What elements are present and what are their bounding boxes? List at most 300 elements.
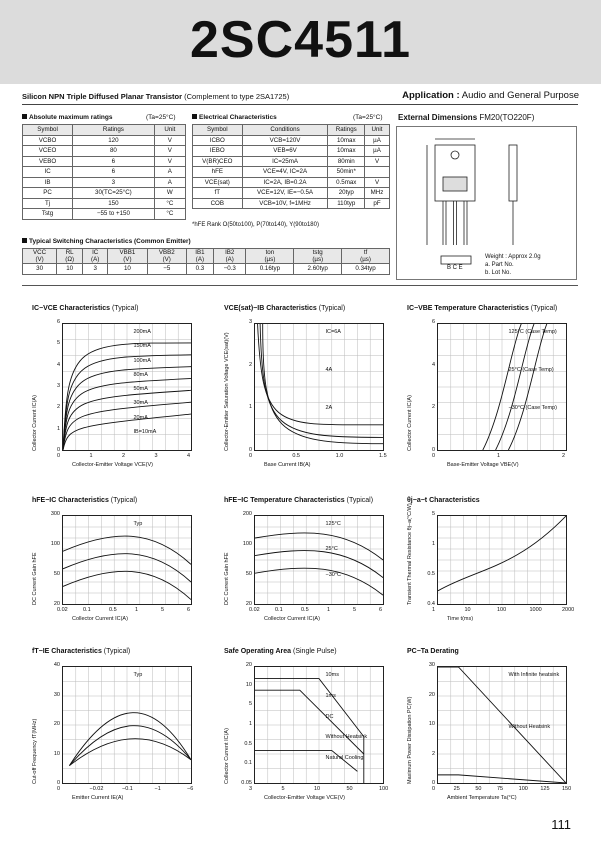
table-row [193, 167, 390, 178]
y-tick-label: 2 [431, 750, 435, 757]
y-tick-label: 3 [248, 319, 252, 325]
x-tick-label: 50 [346, 786, 353, 792]
table-cell: fT [193, 188, 243, 199]
hfe-rank-note: *hFE Rank O(50to100), P(70to140), Y(90to180) [192, 222, 319, 228]
table-cell: 10max [328, 146, 365, 157]
header-cell: Symbol [23, 125, 73, 136]
chart-title-text: IC−VCE Characteristics [32, 305, 111, 312]
table-cell: °C [154, 198, 185, 209]
chart-svg [255, 324, 383, 450]
chart-title-text: Safe Operating Area [224, 648, 292, 655]
x-tick-label: 1.0 [335, 453, 344, 459]
table-cell: 0.34typ [342, 264, 390, 275]
x-tick-label: 1 [432, 607, 436, 613]
table-cell: hFE [193, 167, 243, 178]
elec-table [192, 124, 390, 209]
abs-max-title [22, 114, 112, 121]
table-row [23, 188, 186, 199]
x-tick-label: 6 [379, 607, 383, 613]
curve-label: Typ [133, 672, 143, 678]
curve-label: DC [325, 713, 334, 720]
table-cell: 50min* [328, 167, 365, 178]
chart-plot [254, 666, 384, 784]
chart-plot [62, 515, 192, 605]
x-axis-label: Ambient Temperature Ta(°C) [447, 795, 517, 801]
table-cell: COB [193, 198, 243, 209]
chart-svg [63, 516, 191, 604]
lot-no-legend: b. Lot No. [485, 270, 512, 276]
chart-title [407, 648, 459, 655]
chart-title-text: fT−IE Characteristics [32, 648, 102, 655]
switching-title [22, 238, 191, 245]
chart-title [407, 305, 557, 312]
x-tick-label: 5 [281, 786, 285, 792]
y-tick-label: 20 [53, 601, 60, 607]
x-axis-label: Collector-Emitter Voltage VCE(V) [72, 462, 153, 468]
y-tick-label: 0 [431, 780, 435, 786]
y-tick-label: 40 [53, 662, 60, 668]
curve-label: −30°C (Case Temp) [508, 405, 557, 411]
x-tick-label: 2 [122, 453, 126, 459]
y-tick-label: 10 [53, 750, 60, 757]
table-cell: A [154, 167, 185, 178]
x-tick-label: 10 [464, 607, 471, 613]
curve-label: Natural Cooling [325, 755, 364, 762]
header-cell: Unit [154, 125, 185, 136]
y-tick-label: 0.05 [241, 780, 252, 786]
chart-title-text: PC−Ta Derating [407, 648, 459, 655]
curve-label: 150mA [133, 343, 151, 350]
table-row [23, 146, 186, 157]
chart-title-text: IC−VBE Temperature Characteristics [407, 305, 529, 312]
chart-title-typ: (Single Pulse) [293, 648, 337, 655]
curve-label: Without Heatsink [325, 734, 368, 741]
table-cell: µA [365, 135, 390, 146]
curve-label: 20mA [133, 414, 148, 421]
chart-curve [69, 726, 191, 766]
table-cell: −55 to +150 [73, 209, 155, 220]
x-tick-label: 3 [249, 786, 253, 792]
chart-plot [254, 515, 384, 605]
chart-title [224, 305, 345, 312]
table-cell [365, 167, 390, 178]
abs-max-title-text: Absolute maximum ratings [29, 114, 113, 121]
x-tick-label: 0 [57, 786, 61, 792]
chart-title [224, 648, 337, 655]
y-tick-label: 200 [242, 511, 252, 517]
y-tick-label: 50 [53, 571, 60, 577]
y-tick-label: 1 [248, 404, 252, 411]
table-row [193, 156, 390, 167]
table-cell: 0.3 [186, 264, 213, 275]
chart-svg [438, 324, 566, 450]
y-tick-label: 3 [56, 383, 60, 389]
chart-plot [437, 515, 567, 605]
table-row [23, 264, 390, 275]
curve-label: 4A [325, 367, 333, 373]
table-cell: V [154, 135, 185, 146]
x-tick-label: 0.5 [292, 453, 300, 459]
table-cell: 120 [73, 135, 155, 146]
chart-plot [62, 323, 192, 451]
switching-table [22, 248, 390, 275]
chart-title-typ: (Typical) [111, 305, 139, 312]
complement-text: (Complement to type 2SA1725) [184, 92, 290, 101]
dimensions-title-text: External Dimensions [398, 113, 478, 122]
curve-label: Typ [133, 521, 143, 527]
application-label: Application : [402, 90, 460, 101]
header-cell: VBB1 (V) [108, 249, 147, 264]
x-axis-label: Base-Emitter Voltage VBE(V) [447, 462, 519, 468]
table-cell: A [154, 177, 185, 188]
table-cell: Tstg [23, 209, 73, 220]
table-cell: V(BR)CEO [193, 156, 243, 167]
table-cell: VCE=4V, IC=2A [242, 167, 328, 178]
chart-title [32, 305, 138, 312]
header-cell: tstg (µs) [294, 249, 342, 264]
y-tick-label: 0 [431, 447, 435, 453]
table-row [23, 209, 186, 220]
table-cell: IC=2A, IB=0.2A [242, 177, 328, 188]
x-tick-label: 0 [57, 453, 61, 459]
header-cell: Conditions [242, 125, 328, 136]
x-tick-label: 125 [540, 786, 550, 792]
table-cell: Tj [23, 198, 73, 209]
y-tick-label: 1 [431, 541, 435, 547]
table-cell: V [154, 146, 185, 157]
table-cell: V [365, 177, 390, 188]
header-cell: Ratings [328, 125, 365, 136]
y-tick-label: 0 [56, 447, 60, 453]
table-cell: VEB=6V [242, 146, 328, 157]
x-tick-label: 5 [353, 607, 357, 613]
table-row [23, 167, 186, 178]
y-tick-label: 0.4 [427, 601, 435, 607]
table-cell: PC [23, 188, 73, 199]
header-cell: IC (A) [83, 249, 108, 264]
page-number: 111 [551, 817, 571, 832]
chart-title-typ: (Typical) [103, 648, 131, 655]
y-axis-label: Collector-Emitter Saturation Voltage VCE(sat)(V) [224, 332, 230, 451]
table-cell: V [154, 156, 185, 167]
y-tick-label: 4 [431, 361, 435, 368]
y-tick-label: 100 [242, 541, 252, 547]
dimensions-title [398, 113, 534, 122]
x-tick-label: 0.5 [301, 607, 309, 613]
y-tick-label: 2 [248, 361, 252, 368]
elec-title [192, 114, 277, 121]
x-tick-label: 1 [89, 453, 93, 459]
chart-title [32, 648, 130, 655]
curve-label: 100mA [133, 357, 151, 364]
chart-curve [258, 324, 383, 425]
y-tick-label: 30 [428, 662, 435, 668]
x-tick-label: 100 [379, 786, 389, 792]
table-row [193, 146, 390, 157]
package-text: FM20(TO220F) [479, 113, 535, 122]
curve-label: 25°C (Case Temp) [508, 367, 554, 373]
y-tick-label: 20 [428, 691, 435, 698]
application-line [402, 90, 579, 101]
chart-title-typ: (Typical) [110, 497, 138, 504]
y-axis-label: Maximum Power Dissipation PC(W) [407, 696, 413, 784]
table-row [193, 177, 390, 188]
y-tick-label: 1 [56, 425, 60, 432]
curve-label: 2A [325, 405, 333, 411]
table-row [193, 135, 390, 146]
table-cell: VCB=120V [242, 135, 328, 146]
curve-label: 80mA [133, 371, 148, 378]
y-tick-label: 5 [248, 701, 252, 708]
table-cell: IC=25mA [242, 156, 328, 167]
table-cell: VCBO [23, 135, 73, 146]
chart-svg [438, 516, 566, 604]
y-tick-label: 300 [50, 511, 60, 517]
table-cell: VCB=10V, f=1MHz [242, 198, 328, 209]
table-cell: −5 [147, 264, 186, 275]
x-tick-label: 1 [327, 607, 331, 613]
x-tick-label: 1 [497, 453, 501, 459]
y-axis-label: Cut-off Frequency fT(MHz) [32, 718, 38, 784]
x-tick-label: −0.1 [122, 786, 133, 792]
table-cell: MHz [365, 188, 390, 199]
curve-label: 200mA [133, 329, 151, 335]
table-cell: VCEO [23, 146, 73, 157]
chart-title-text: θj−a−t Characteristics [407, 497, 480, 504]
application-text: Audio and General Purpose [461, 90, 579, 101]
table-row [23, 177, 186, 188]
curve-label: 125°C (Case Temp) [508, 329, 557, 335]
table-cell: ICBO [193, 135, 243, 146]
y-tick-label: 2 [56, 404, 60, 411]
table-cell: VCE=12V, IE=−0.5A [242, 188, 328, 199]
table-cell: 3 [73, 177, 155, 188]
table-cell: 0.5max [328, 177, 365, 188]
x-tick-label: 0 [432, 453, 436, 459]
table-cell: 30 [23, 264, 57, 275]
chart-title-text: hFE−IC Temperature Characteristics [224, 497, 345, 504]
table-cell: −0.3 [213, 264, 246, 275]
x-axis-label: Collector Current IC(A) [72, 616, 128, 622]
chart-title [32, 497, 137, 504]
table-cell: V [365, 156, 390, 167]
chart-svg [255, 516, 383, 604]
table-cell: IEBO [193, 146, 243, 157]
table-cell: IB [23, 177, 73, 188]
x-tick-label: 3 [154, 453, 158, 459]
dimensions-box [396, 126, 577, 280]
x-tick-label: 100 [518, 786, 528, 792]
y-tick-label: 100 [50, 541, 60, 547]
x-axis-label: Collector-Emitter Voltage VCE(V) [264, 795, 345, 801]
header-cell: IB2 (A) [213, 249, 246, 264]
table-cell: 20typ [328, 188, 365, 199]
x-tick-label: 50 [475, 786, 482, 792]
y-tick-label: 0.1 [244, 760, 252, 767]
chart-curve [255, 690, 364, 754]
table-row [23, 156, 186, 167]
x-tick-label: 2000 [562, 607, 575, 613]
y-axis-label: DC Current Gain hFE [224, 552, 230, 605]
x-axis-label: Emitter Current IE(A) [72, 795, 124, 801]
y-tick-label: 20 [53, 721, 60, 727]
table-row [23, 198, 186, 209]
y-tick-label: 50 [245, 571, 252, 577]
curve-label: 30mA [133, 400, 148, 407]
y-tick-label: 6 [56, 319, 60, 325]
x-axis-label: Base Current IB(A) [264, 462, 311, 468]
table-cell: IC [23, 167, 73, 178]
table-row [193, 198, 390, 209]
x-tick-label: 1000 [529, 607, 542, 613]
curve-label: 50mA [133, 386, 148, 392]
x-tick-label: 150 [562, 786, 572, 792]
table-cell: 6 [73, 167, 155, 178]
curve-label: 1ms [325, 692, 336, 699]
section-divider [22, 285, 578, 286]
y-tick-label: 0.5 [427, 571, 435, 577]
chart-plot [437, 323, 567, 451]
y-axis-label: Collector Current IC(A) [224, 728, 230, 784]
x-axis-label: Collector Current IC(A) [264, 616, 320, 622]
curve-label: −30°C [325, 571, 342, 578]
chart-title-text: VCE(sat)−IB Characteristics [224, 305, 317, 312]
x-tick-label: 0.1 [83, 607, 91, 613]
x-tick-label: 0.02 [249, 607, 260, 613]
y-tick-label: 2 [431, 404, 435, 411]
x-tick-label: 25 [453, 786, 460, 792]
header-cell: Symbol [193, 125, 243, 136]
y-tick-label: 10 [245, 681, 252, 688]
description-text: Silicon NPN Triple Diffused Planar Transistor [22, 92, 183, 101]
table-cell: 2.60typ [294, 264, 342, 275]
y-tick-label: 4 [56, 361, 60, 368]
table-cell: µA [365, 146, 390, 157]
table-cell: VEBO [23, 156, 73, 167]
table-cell: 80min [328, 156, 365, 167]
chart-title [224, 497, 373, 504]
chart-title [407, 497, 480, 504]
y-tick-label: 0 [248, 447, 252, 453]
curve-label: IB=10mA [133, 428, 157, 435]
x-tick-label: 4 [187, 453, 191, 459]
part-no-legend: a. Part No. [485, 262, 514, 268]
chart-plot [254, 323, 384, 451]
header-cell: tf (µs) [342, 249, 390, 264]
x-tick-label: 6 [187, 607, 191, 613]
header-cell: IB1 (A) [186, 249, 213, 264]
table-cell: °C [154, 209, 185, 220]
y-tick-label: 1 [248, 721, 252, 727]
header-cell: VCC (V) [23, 249, 57, 264]
header-cell: Unit [365, 125, 390, 136]
x-tick-label: 0.02 [57, 607, 68, 613]
y-tick-label: 20 [245, 601, 252, 607]
switching-title-text: Typical Switching Characteristics (Common Emitter) [29, 238, 191, 245]
chart-title-text: hFE−IC Characteristics [32, 497, 109, 504]
x-tick-label: 1.5 [379, 453, 387, 459]
chart-svg [63, 667, 191, 783]
elec-title-text: Electrical Characteristics [199, 114, 277, 121]
chart-curve [69, 739, 191, 766]
x-tick-label: 0.5 [109, 607, 117, 613]
x-tick-label: 100 [497, 607, 507, 613]
pin-labels: B C E [447, 265, 463, 271]
x-tick-label: 1 [135, 607, 139, 613]
y-tick-label: 5 [431, 511, 435, 517]
x-tick-label: 10 [314, 786, 321, 792]
x-tick-label: −1 [154, 786, 161, 792]
y-tick-label: 10 [428, 721, 435, 727]
part-number-title: 2SC4511 [190, 11, 411, 69]
y-axis-label: DC Current Gain hFE [32, 552, 38, 605]
x-tick-label: 5 [161, 607, 165, 613]
table-cell: 10 [57, 264, 83, 275]
y-tick-label: 0.5 [244, 740, 252, 747]
x-axis-label: Time t(ms) [447, 616, 474, 622]
header-cell: RL (Ω) [57, 249, 83, 264]
chart-svg [63, 324, 191, 450]
weight-text: Weight : Approx 2.0g [485, 254, 541, 260]
y-axis-label: Collector Current IC(A) [32, 395, 38, 451]
table-cell: 0.16typ [246, 264, 294, 275]
y-tick-label: 0 [56, 780, 60, 786]
y-axis-label: Transient Thermal Resistance θj−a(°C/W) [407, 503, 413, 605]
table-cell: W [154, 188, 185, 199]
chart-title-typ: (Typical) [530, 305, 558, 312]
header-cell: Ratings [73, 125, 155, 136]
table-cell: 10max [328, 135, 365, 146]
curve-label: Without Heatsink [508, 724, 551, 730]
x-tick-label: 0 [249, 453, 253, 459]
header-cell: ton (µs) [246, 249, 294, 264]
table-cell: VCE(sat) [193, 177, 243, 188]
curve-label: 10ms [325, 672, 339, 678]
curve-label: 125°C [325, 521, 341, 527]
table-cell: pF [365, 198, 390, 209]
chart-curve [255, 679, 364, 783]
x-tick-label: −6 [187, 786, 194, 792]
y-axis-label: Collector Current IC(A) [407, 395, 413, 451]
curve-label: IC=6A [325, 329, 341, 335]
chart-plot [62, 666, 192, 784]
y-tick-label: 5 [56, 340, 60, 347]
header-cell: VBB2 (V) [147, 249, 186, 264]
y-tick-label: 30 [53, 691, 60, 698]
x-tick-label: 0.1 [275, 607, 283, 613]
y-tick-label: 20 [245, 662, 252, 668]
y-tick-label: 6 [431, 319, 435, 325]
abs-max-cond: (Ta=25°C) [146, 114, 176, 121]
x-tick-label: 2 [562, 453, 566, 459]
curve-label: 25°C [325, 546, 338, 553]
table-cell: 110typ [328, 198, 365, 209]
description [22, 92, 289, 101]
x-tick-label: −0.02 [89, 786, 104, 792]
table-cell: 30(TC=25°C) [73, 188, 155, 199]
x-tick-label: 75 [497, 786, 504, 792]
table-row [23, 135, 186, 146]
table-cell: 10 [108, 264, 147, 275]
table-cell: 80 [73, 146, 155, 157]
table-cell: 150 [73, 198, 155, 209]
chart-svg [255, 667, 383, 783]
table-row [193, 188, 390, 199]
divider [22, 104, 578, 105]
table-cell: 3 [83, 264, 108, 275]
abs-max-table [22, 124, 186, 220]
chart-title-typ: (Typical) [318, 305, 346, 312]
